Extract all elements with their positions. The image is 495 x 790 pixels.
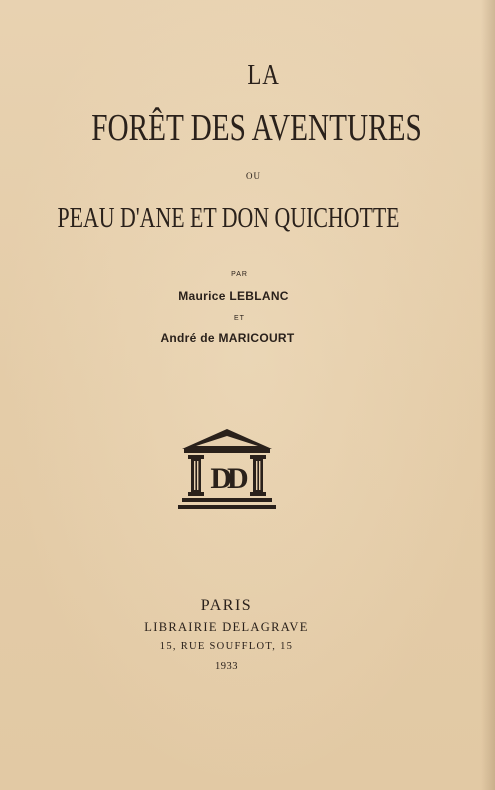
svg-text:DD: DD xyxy=(210,462,244,495)
imprint-year: 1933 xyxy=(215,661,238,672)
by-label: PAR xyxy=(231,271,248,278)
author-maricourt: André de MARICOURT xyxy=(160,331,295,345)
title-line-la: LA xyxy=(247,60,280,91)
author-leblanc: Maurice LEBLANC xyxy=(178,289,289,303)
and-label: ET xyxy=(234,315,245,322)
imprint-city: PARIS xyxy=(200,597,253,614)
temple-logo-icon xyxy=(176,426,278,514)
subtitle: PEAU D'ANE ET DON QUICHOTTE xyxy=(57,203,400,234)
imprint-publisher: LIBRAIRIE DELAGRAVE xyxy=(144,620,309,634)
title-conjunction: OU xyxy=(246,171,261,181)
title-line-main: FORÊT DES AVENTURES xyxy=(91,107,422,149)
page-edge-shadow xyxy=(481,0,495,790)
imprint-address: 15, RUE SOUFFLOT, 15 xyxy=(159,641,294,652)
